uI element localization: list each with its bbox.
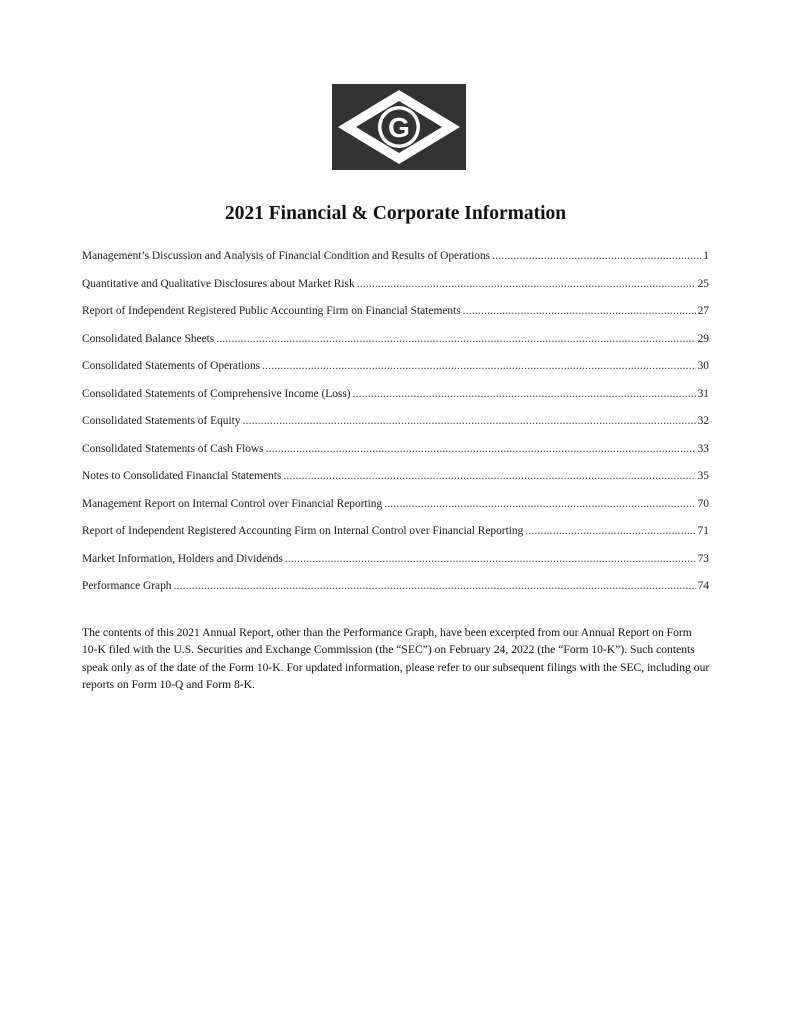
toc-entry[interactable]	[82, 523, 709, 551]
toc-entry[interactable]	[82, 468, 709, 496]
toc-entry-page: 31	[697, 387, 709, 400]
toc-entry-label: Management’s Discussion and Analysis of Financial Condition and Results of Operations	[82, 250, 491, 262]
toc-entry-page: 70	[697, 497, 709, 510]
toc-entry[interactable]	[82, 441, 709, 469]
toc-dot-leader	[463, 303, 696, 319]
toc-entry-label: Consolidated Statements of Comprehensive Income (Loss)	[82, 387, 351, 400]
toc-entry-page: 73	[697, 552, 709, 565]
toc-entry[interactable]	[82, 331, 709, 359]
toc-entry-label: Consolidated Statements of Equity	[82, 415, 241, 427]
toc-entry[interactable]	[82, 496, 709, 524]
toc-dot-leader	[243, 413, 696, 429]
toc-entry[interactable]	[82, 413, 709, 441]
toc-entry-label: Quantitative and Qualitative Disclosures about Market Risk	[82, 277, 355, 290]
toc-entry-page: 71	[697, 525, 709, 537]
toc-entry[interactable]	[82, 358, 709, 386]
toc-entry-page: 35	[697, 470, 709, 482]
toc-entry-label: Notes to Consolidated Financial Statements	[82, 470, 282, 482]
toc-entry-page: 29	[697, 332, 709, 345]
toc-entry-label: Report of Independent Registered Accounting Firm on Internal Control over Financial Reporting	[82, 525, 524, 537]
toc-entry[interactable]	[82, 386, 709, 414]
toc-entry-page: 32	[697, 415, 709, 427]
toc-entry-page: 25	[697, 277, 709, 290]
toc-entry-page: 27	[697, 305, 709, 317]
table-of-contents	[82, 248, 709, 606]
logo-letter: G	[388, 112, 410, 143]
toc-entry-label: Management Report on Internal Control over Financial Reporting	[82, 497, 383, 510]
toc-entry-page: 30	[697, 360, 709, 372]
toc-entry-label: Report of Independent Registered Public Accounting Firm on Financial Statements	[82, 305, 461, 317]
toc-dot-leader	[216, 331, 695, 347]
toc-dot-leader	[266, 441, 696, 457]
toc-entry[interactable]	[82, 303, 709, 331]
toc-dot-leader	[283, 468, 695, 484]
toc-dot-leader	[384, 496, 695, 512]
toc-dot-leader	[353, 386, 696, 402]
excerpt-note: The contents of this 2021 Annual Report, other than the Performance Graph, have been excerpted from our Annual Report on Form 10-K filed with the U.S. Securities and Exchange Commission (the “SEC”) on February 24, 2022 (the “Form 10-K”). Such contents speak only as of the date of the Form 10-K. For updated information, please refer to our subsequent filings with the SEC, including our reports on Form 10-Q and Form 8-K.	[82, 626, 710, 691]
toc-entry-label: Consolidated Balance Sheets	[82, 332, 215, 345]
toc-entry[interactable]	[82, 276, 709, 304]
toc-dot-leader	[262, 358, 696, 374]
toc-entry-label: Market Information, Holders and Dividends	[82, 552, 283, 565]
toc-entry-page: 33	[697, 442, 709, 455]
toc-entry-page: 74	[697, 580, 709, 592]
page-title: 2021 Financial & Corporate Information	[224, 203, 567, 224]
toc-entry-page: 1	[703, 250, 709, 262]
toc-dot-leader	[174, 578, 696, 594]
toc-dot-leader	[285, 551, 696, 567]
toc-entry[interactable]	[82, 248, 709, 276]
diamond-g-logo-icon	[332, 84, 466, 170]
toc-entry-label: Consolidated Statements of Operations	[82, 360, 261, 372]
toc-entry[interactable]	[82, 551, 709, 579]
toc-dot-leader	[357, 276, 696, 292]
toc-dot-leader	[525, 523, 695, 539]
toc-dot-leader	[492, 248, 701, 264]
toc-entry[interactable]	[82, 578, 709, 606]
toc-entry-label: Performance Graph	[82, 580, 172, 592]
company-logo	[332, 84, 466, 170]
toc-entry-label: Consolidated Statements of Cash Flows	[82, 442, 264, 455]
